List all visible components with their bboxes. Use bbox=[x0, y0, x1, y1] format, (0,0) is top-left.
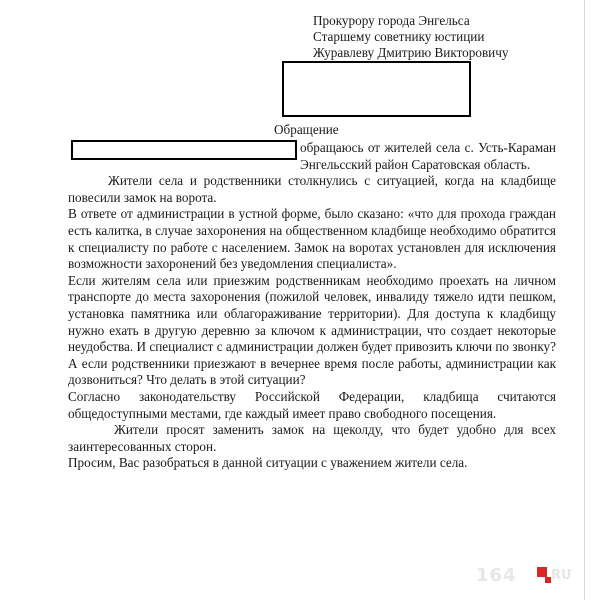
addressee-line-1: Прокурору города Энгельса bbox=[313, 13, 470, 28]
document-body bbox=[68, 140, 556, 472]
watermark-domain: RU bbox=[551, 568, 572, 583]
addressee-block bbox=[313, 13, 508, 61]
paragraph-law: Согласно законодательству Российской Федерации, кладбища считаются общедоступными местами, где каждый имеет право свободного посещения. bbox=[68, 388, 556, 421]
paragraph-situation: Жители села и родственники столкнулись с ситуацией, когда на кладбище повесили замок на ворота. bbox=[68, 173, 556, 205]
watermark-number: 164 bbox=[476, 565, 517, 586]
redacted-sender-block bbox=[282, 61, 471, 117]
document-title: Обращение bbox=[274, 122, 339, 137]
redacted-name-block bbox=[71, 140, 297, 160]
paragraph-intro: обращаюсь от жителей села с. Усть-Караман Энгельсский район Саратовская область. bbox=[300, 140, 556, 172]
paragraph-administration-answer: В ответе от администрации в устной форме, было сказано: «что для прохода граждан есть калитка, в случае захоронения на общественном кладбище необходимо обратится к специалисту по работе с населением. Замок на воротах установлен для исключения возможности захоронений без уведомления специалиста». bbox=[68, 206, 556, 272]
watermark-logo-square-icon bbox=[537, 567, 547, 577]
paragraph-problem: Если жителям села или приезжим родственникам необходимо проехать на личном транспорте до места захоронения (пожилой человек, инвалиду тяжело идти пешком, установка памятника или облагораживание территории). Для доступа к кладбищу нужно ехать в другую деревню за ключом к администрации, что создает некоторые неудобства. И специалист с администрации должен будет привозить ключи по звонку? А если родственники приезжают в вечернее время после работы, администрации как дозвониться? Что делать в этой ситуации? bbox=[68, 272, 556, 388]
addressee-line-3: Журавлеву Дмитрию Викторовичу bbox=[313, 45, 509, 60]
paragraph-request: Жители просят заменить замок на щеколду, что будет удобно для всех заинтересованных сторон. bbox=[68, 422, 556, 454]
page-edge bbox=[584, 0, 585, 600]
paragraph-closing: Просим, Вас разобраться в данной ситуации с уважением жители села. bbox=[68, 455, 468, 471]
addressee-line-2: Старшему советнику юстиции bbox=[313, 29, 485, 44]
